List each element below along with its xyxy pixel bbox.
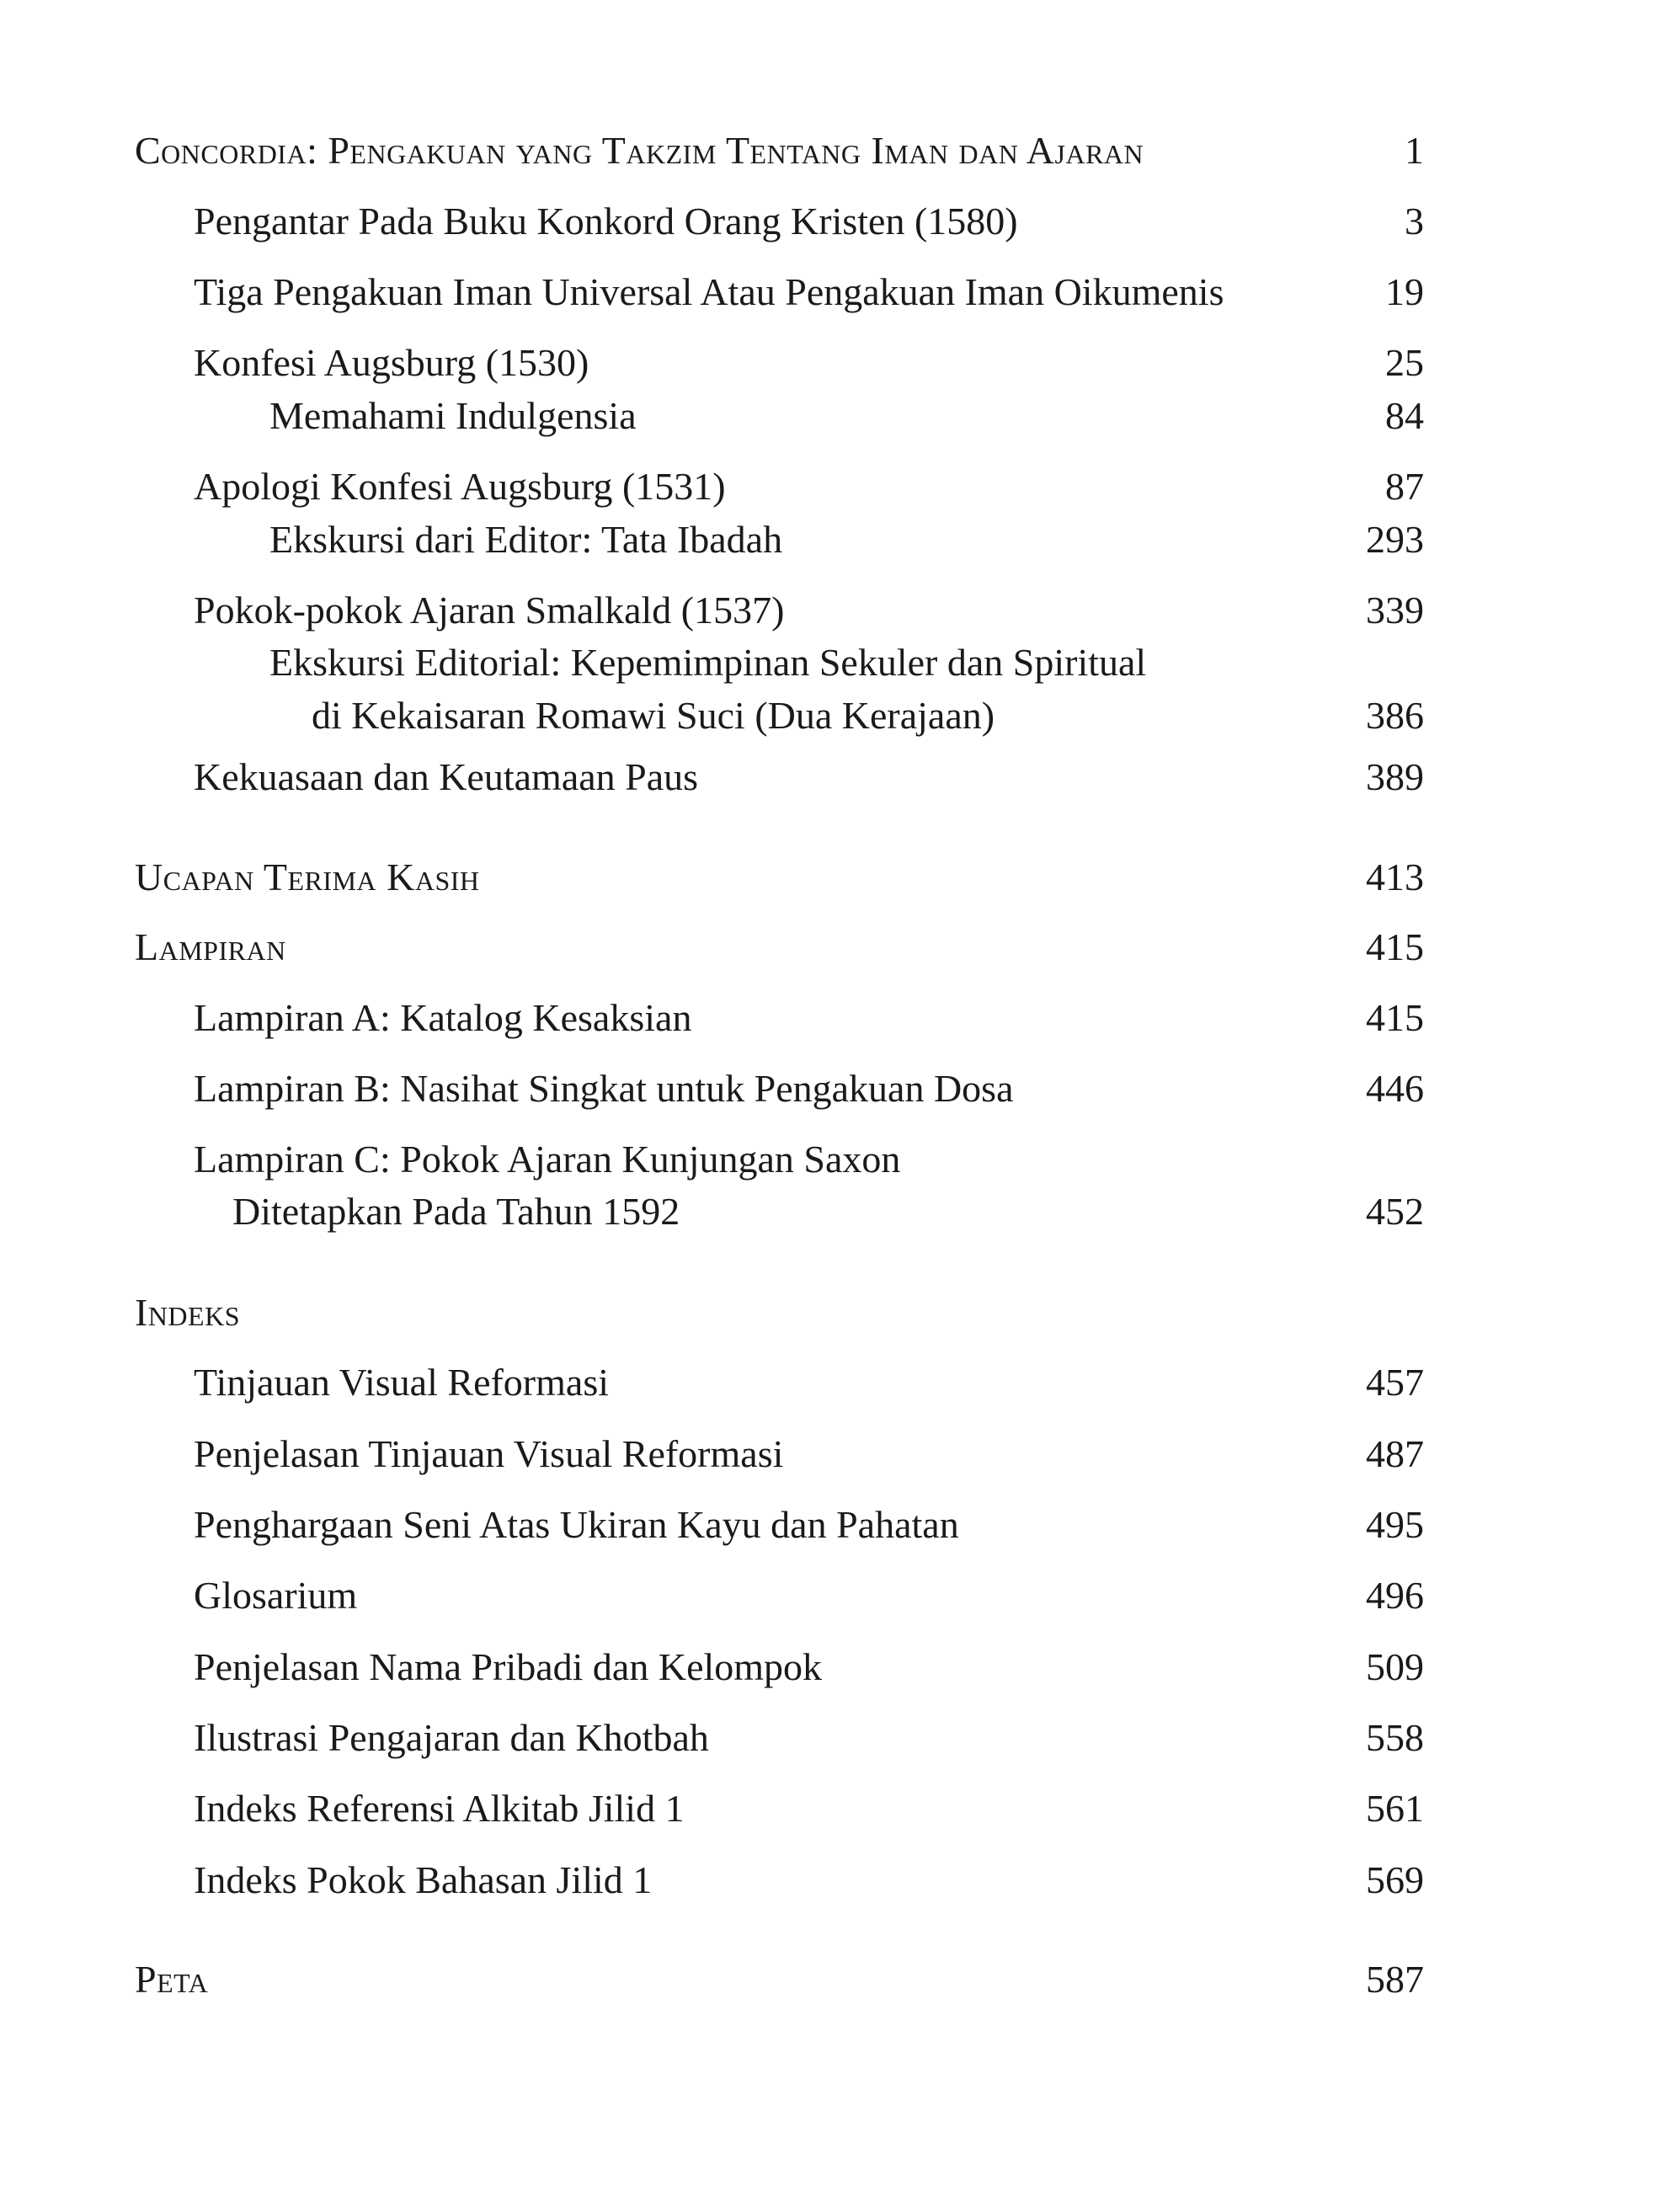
toc-entry-title: Lampiran A: Katalog Kesaksian <box>194 996 692 1039</box>
toc-entry-penjelasan-nama <box>0 1640 1669 1694</box>
toc-entry-title-line1: Lampiran C: Pokok Ajaran Kunjungan Saxon <box>194 1138 901 1181</box>
toc-entry-title: Concordia: Pengakuan yang Takzim Tentang Iman dan Ajaran <box>135 129 1144 172</box>
toc-entry-kekuasaan-paus <box>0 750 1669 804</box>
toc-entry-page: 1 <box>1405 129 1424 172</box>
toc-entry-lampiran <box>0 920 1669 974</box>
toc-entry-page: 495 <box>1366 1503 1424 1546</box>
toc-entry-title: Lampiran B: Nasihat Singkat untuk Pengakuan Dosa <box>194 1067 1014 1110</box>
toc-entry-page: 84 <box>1385 394 1424 437</box>
toc-entry-title: Ilustrasi Pengajaran dan Khotbah <box>194 1716 709 1759</box>
toc-entry-title-line2: di Kekaisaran Romawi Suci (Dua Kerajaan) <box>312 694 995 737</box>
toc-entry-title: Indeks Pokok Bahasan Jilid 1 <box>194 1858 653 1901</box>
toc-entry-indeks <box>0 1286 1669 1340</box>
toc-entry-pengantar <box>0 195 1669 248</box>
toc-entry-title: Penjelasan Nama Pribadi dan Kelompok <box>194 1645 823 1688</box>
toc-entry-lampiran-c-cont <box>0 1185 1669 1239</box>
toc-entry-indeks-pokok <box>0 1853 1669 1907</box>
toc-entry-konfesi-augsburg <box>0 336 1669 390</box>
toc-entry-title: Glosarium <box>194 1574 358 1617</box>
toc-entry-page: 569 <box>1366 1858 1424 1901</box>
toc-entry-page: 496 <box>1366 1574 1424 1617</box>
toc-entry-penghargaan-seni <box>0 1498 1669 1552</box>
toc-entry-title: Kekuasaan dan Keutamaan Paus <box>194 755 699 798</box>
toc-entry-ekskursi-tata-ibadah <box>0 513 1669 567</box>
toc-entry-title: Pokok-pokok Ajaran Smalkald (1537) <box>194 589 785 632</box>
toc-entry-page: 413 <box>1366 855 1424 898</box>
toc-entry-title: Pengantar Pada Buku Konkord Orang Kristen (1580) <box>194 200 1018 243</box>
toc-entry-page: 293 <box>1366 518 1424 561</box>
toc-entry-title-line2: Ditetapkan Pada Tahun 1592 <box>232 1190 680 1233</box>
toc-entry-apologi <box>0 460 1669 514</box>
toc-entry-title: Indeks <box>135 1291 240 1334</box>
toc-entry-page: 457 <box>1366 1361 1424 1404</box>
toc-entry-title: Memahami Indulgensia <box>269 394 637 437</box>
toc-entry-page: 386 <box>1366 694 1424 737</box>
toc-entry-memahami-indulgensia <box>0 389 1669 443</box>
toc-entry-page: 558 <box>1366 1716 1424 1759</box>
toc-entry-title-line1: Ekskursi Editorial: Kepemimpinan Sekuler dan Spiritual <box>269 641 1147 684</box>
toc-entry-ucapan <box>0 850 1669 904</box>
toc-entry-title: Penghargaan Seni Atas Ukiran Kayu dan Pahatan <box>194 1503 959 1546</box>
toc-entry-page: 509 <box>1366 1645 1424 1688</box>
toc-entry-page: 415 <box>1366 996 1424 1039</box>
toc-entry-lampiran-b <box>0 1062 1669 1116</box>
toc-entry-penjelasan-tinjauan <box>0 1427 1669 1481</box>
toc-entry-title: Peta <box>135 1958 209 2001</box>
toc-entry-indeks-alkitab <box>0 1782 1669 1836</box>
toc-entry-tiga-pengakuan <box>0 265 1669 319</box>
toc-entry-title: Konfesi Augsburg (1530) <box>194 341 589 384</box>
toc-entry-ilustrasi <box>0 1711 1669 1765</box>
toc-entry-concordia <box>0 124 1669 178</box>
toc-entry-page: 339 <box>1366 589 1424 632</box>
toc-entry-page: 561 <box>1366 1787 1424 1830</box>
toc-entry-lampiran-a <box>0 991 1669 1045</box>
toc-entry-ekskursi-kepemimpinan-cont <box>0 689 1669 743</box>
toc-entry-page: 87 <box>1385 465 1424 508</box>
toc-entry-page: 19 <box>1385 270 1424 313</box>
toc-entry-title: Ucapan Terima Kasih <box>135 855 480 898</box>
toc-entry-page: 3 <box>1405 200 1424 243</box>
toc-entry-lampiran-c <box>0 1133 1669 1186</box>
toc-entry-page: 587 <box>1366 1958 1424 2001</box>
toc-entry-ekskursi-kepemimpinan <box>0 636 1669 690</box>
toc-entry-title: Penjelasan Tinjauan Visual Reformasi <box>194 1432 784 1475</box>
toc-entry-page: 446 <box>1366 1067 1424 1110</box>
toc-entry-title: Lampiran <box>135 925 286 968</box>
toc-entry-glosarium <box>0 1569 1669 1623</box>
toc-entry-page: 487 <box>1366 1432 1424 1475</box>
toc-entry-peta <box>0 1953 1669 2007</box>
toc-entry-page: 452 <box>1366 1190 1424 1233</box>
toc-entry-title: Indeks Referensi Alkitab Jilid 1 <box>194 1787 685 1830</box>
toc-entry-page: 389 <box>1366 755 1424 798</box>
toc-entry-tinjauan-visual <box>0 1356 1669 1410</box>
toc-entry-smalkald <box>0 584 1669 637</box>
toc-entry-title: Tiga Pengakuan Iman Universal Atau Pengakuan Iman Oikumenis <box>194 270 1224 313</box>
toc-entry-title: Ekskursi dari Editor: Tata Ibadah <box>269 518 783 561</box>
toc-entry-title: Apologi Konfesi Augsburg (1531) <box>194 465 726 508</box>
toc-entry-page: 25 <box>1385 341 1424 384</box>
toc-entry-title: Tinjauan Visual Reformasi <box>194 1361 609 1404</box>
toc-entry-page: 415 <box>1366 925 1424 968</box>
